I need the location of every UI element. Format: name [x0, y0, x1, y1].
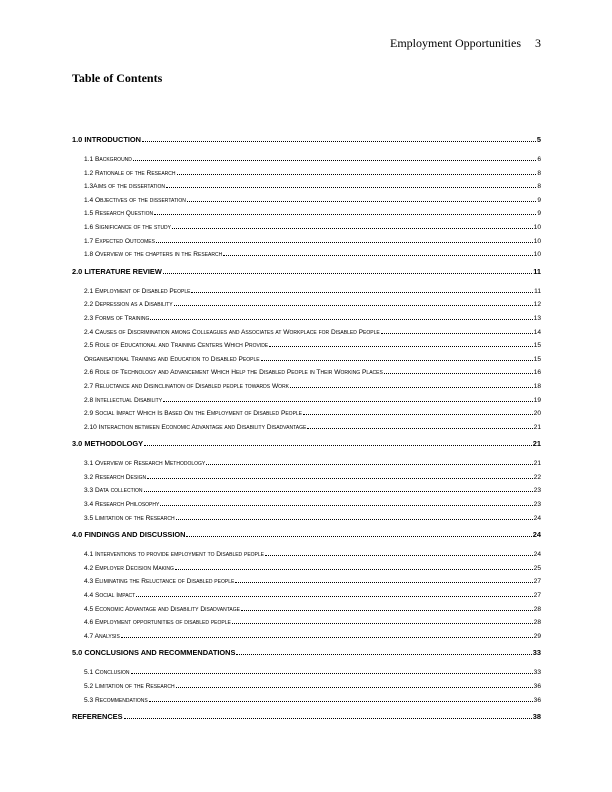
toc-entry-page: 23 — [533, 487, 541, 495]
toc-entry-page: 21 — [533, 460, 541, 468]
dot-leader — [381, 325, 533, 334]
toc-entry-label: 2.0 LITERATURE REVIEW — [72, 266, 162, 276]
dot-leader — [172, 220, 533, 229]
dot-leader — [176, 679, 533, 688]
toc-entry-label: 5.3 Recommendations — [84, 696, 148, 704]
dot-leader — [176, 511, 533, 520]
toc-entry-label: 1.4 Objectives of the dissertation — [84, 196, 186, 204]
toc-subsection-entry[interactable] — [72, 679, 541, 693]
dot-leader — [187, 193, 536, 202]
dot-leader — [265, 547, 533, 556]
toc-subsection-entry[interactable] — [72, 470, 541, 484]
toc-entry-page: 12 — [533, 301, 541, 309]
dot-leader — [166, 179, 536, 188]
toc-entry-label: 4.1 Interventions to provide employment to Disabled people — [84, 551, 265, 559]
toc-entry-label: 2.3 Forms of Training — [84, 314, 150, 322]
toc-subsection-entry[interactable] — [72, 166, 541, 180]
toc-entry-label: 2.5 Role of Educational and Training Centers Which Provide — [84, 342, 269, 350]
toc-entry-page: 15 — [533, 342, 541, 350]
dot-leader — [206, 456, 532, 465]
toc-entry-page: 19 — [533, 396, 541, 404]
dot-leader — [191, 284, 533, 293]
dot-leader — [174, 297, 533, 306]
toc-entry-label: Organisational Training and Education to Disabled People — [84, 355, 260, 363]
dot-leader — [131, 665, 533, 674]
toc-subsection-entry[interactable] — [72, 393, 541, 407]
toc-entry-page: 13 — [533, 314, 541, 322]
toc-entry-label: 4.2 Employer Decision Making — [84, 564, 174, 572]
toc-entry-page: 29 — [533, 632, 541, 640]
toc-subsection-entry[interactable] — [72, 247, 541, 261]
toc-entry-page: 9 — [537, 210, 541, 218]
toc-entry-label: 1.7 Expected Outcomes — [84, 237, 155, 245]
dot-leader — [236, 646, 531, 655]
dot-leader — [147, 470, 533, 479]
toc-subsection-entry[interactable] — [72, 234, 541, 248]
toc-section-entry[interactable] — [72, 265, 541, 277]
toc-entry-label: 2.2 Depression as a Disability — [84, 301, 173, 309]
toc-subsection-entry[interactable] — [72, 602, 541, 616]
toc-entry-label: 4.3 Eliminating the Reluctance of Disabled people — [84, 578, 235, 586]
toc-entry-page: 23 — [533, 501, 541, 509]
toc-subsection-entry[interactable] — [72, 693, 541, 707]
toc-entry-page: 28 — [533, 605, 541, 613]
dot-leader — [163, 393, 533, 402]
toc-subsection-entry[interactable] — [72, 629, 541, 643]
toc-entry-label: 2.10 Interaction between Economic Advantage and Disability Disadvantage — [84, 423, 307, 431]
toc-entry-label: 5.2 Limitation of the Research — [84, 683, 175, 690]
toc-subsection-entry[interactable] — [72, 483, 541, 497]
toc-entry-page: 14 — [533, 328, 541, 336]
toc-entry-page: 10 — [533, 251, 541, 259]
dot-leader — [269, 338, 533, 347]
toc-entry-label: 4.5 Economic Advantage and Disability Disadvantage — [84, 605, 240, 613]
toc-entry-page: 5 — [536, 135, 541, 144]
toc-entry-page: 24 — [533, 514, 541, 522]
toc-entry-label: 3.0 METHODOLOGY — [72, 439, 144, 449]
dot-leader — [144, 483, 533, 492]
toc-subsection-entry[interactable] — [72, 365, 541, 379]
toc-entry-label: 1.6 Significance of the study — [84, 223, 172, 231]
running-header — [390, 36, 541, 51]
toc-subsection-entry[interactable] — [72, 297, 541, 311]
toc-entry-page: 38 — [532, 712, 541, 722]
dot-leader — [149, 693, 533, 702]
dot-leader — [290, 379, 533, 388]
dot-leader — [241, 602, 533, 611]
dot-leader — [121, 629, 533, 638]
dot-leader — [261, 352, 533, 361]
toc-entry-label: 3.1 Overview of Research Methodology — [84, 460, 206, 468]
toc-section — [72, 528, 541, 642]
dot-leader — [150, 311, 532, 320]
toc-entry-page: 11 — [533, 266, 541, 276]
toc-entry-label: 5.0 CONCLUSIONS AND RECOMMENDATIONS — [72, 648, 236, 658]
toc-entry-label: 2.8 Intellectual Disability — [84, 396, 163, 404]
toc-subsection-entry[interactable] — [72, 497, 541, 511]
dot-leader — [186, 528, 531, 537]
toc-entry-page: 9 — [537, 196, 541, 204]
toc-section — [72, 437, 541, 524]
toc-subsection-entry[interactable] — [72, 220, 541, 234]
toc-entry-page: 21 — [533, 423, 541, 431]
toc-subsection-entry[interactable] — [72, 352, 541, 366]
toc-section-entry[interactable] — [72, 646, 541, 658]
toc-subsection-entry[interactable] — [72, 588, 541, 602]
toc-entry-page: 10 — [533, 237, 541, 245]
dot-leader — [307, 420, 532, 429]
toc-entry-label: 2.9 Social Impact Which Is Based On the Employment of Disabled People — [84, 410, 303, 418]
toc-subsection-entry[interactable] — [72, 311, 541, 325]
toc-subsection-entry[interactable] — [72, 665, 541, 679]
dot-leader — [154, 206, 536, 215]
toc-entry-page: 8 — [537, 183, 541, 191]
toc-section-entry[interactable] — [72, 528, 541, 540]
dot-leader — [160, 497, 532, 506]
toc-entry-page: 22 — [533, 473, 541, 481]
page-number: 3 — [535, 36, 541, 50]
toc-entry-label: 1.1 Background — [84, 156, 132, 163]
toc-entry-page: 20 — [533, 410, 541, 418]
dot-leader — [124, 710, 532, 719]
dot-leader — [156, 234, 533, 243]
toc-entry-label: 2.4 Causes of Discrimination among Colleagues and Associates at Workplace for Disabled People — [84, 328, 380, 336]
dot-leader — [175, 561, 533, 570]
toc-entry-label: 3.4 Research Philosophy — [84, 501, 160, 509]
toc-title: Table of Contents — [72, 71, 163, 85]
toc-section-entry[interactable] — [72, 710, 541, 722]
toc-subsection-entry[interactable] — [72, 547, 541, 561]
toc-entry-page: 8 — [537, 169, 541, 177]
dot-leader — [232, 615, 533, 624]
toc-section — [72, 646, 541, 706]
toc-section — [72, 710, 541, 722]
dot-leader — [177, 166, 537, 175]
running-title: Employment Opportunities — [390, 36, 521, 50]
toc-subsection-entry[interactable] — [72, 615, 541, 629]
toc-entry-label: 2.6 Role of Technology and Advancement Which Help the Disabled People in Their Working Places — [84, 369, 383, 377]
toc-subsection-entry[interactable] — [72, 338, 541, 352]
toc-entry-label: 4.6 Employment opportunities of disabled people — [84, 619, 231, 627]
toc-entry-page: 21 — [532, 439, 541, 449]
toc-entry-label: REFERENCES — [72, 712, 123, 722]
toc-entry-page: 25 — [533, 564, 541, 572]
toc-section-entry[interactable] — [72, 437, 541, 449]
toc-subsection-entry[interactable] — [72, 379, 541, 393]
toc-entry-label: 1.2 Rationale of the Research — [84, 169, 176, 177]
table-of-contents — [72, 133, 541, 729]
toc-entry-page: 15 — [533, 355, 541, 363]
toc-subsection-entry[interactable] — [72, 325, 541, 339]
toc-subsection-entry[interactable] — [72, 193, 541, 207]
toc-subsection-entry[interactable] — [72, 420, 541, 434]
dot-leader — [223, 247, 532, 256]
toc-subsection-entry[interactable] — [72, 511, 541, 525]
toc-entry-page: 28 — [533, 619, 541, 627]
toc-entry-page: 18 — [533, 382, 541, 390]
dot-leader — [133, 152, 536, 161]
toc-subsection-entry[interactable] — [72, 574, 541, 588]
toc-subsection-entry[interactable] — [72, 179, 541, 193]
dot-leader — [303, 406, 533, 415]
toc-subsection-entry[interactable] — [72, 284, 541, 298]
toc-entry-label: 3.3 Data collection — [84, 487, 143, 495]
toc-entry-label: 1.5 Research Question — [84, 210, 154, 218]
toc-entry-label: 4.7 Analysis — [84, 632, 120, 640]
toc-entry-label: 4.4 Social Impact — [84, 592, 136, 600]
toc-entry-label: 2.1 Employment of Disabled People — [84, 287, 191, 295]
dot-leader — [384, 365, 533, 374]
dot-leader — [163, 265, 532, 274]
toc-entry-label: 5.1 Conclusion — [84, 669, 130, 677]
toc-entry-page: 27 — [533, 592, 541, 600]
toc-entry-label: 1.8 Overview of the chapters in the Research — [84, 251, 223, 259]
toc-subsection-entry[interactable] — [72, 152, 541, 166]
toc-section — [72, 133, 541, 261]
dot-leader — [142, 133, 536, 142]
toc-entry-page: 10 — [533, 223, 541, 231]
toc-entry-page: 27 — [533, 578, 541, 586]
toc-entry-label: 3.2 Research Design — [84, 473, 147, 481]
toc-subsection-entry[interactable] — [72, 406, 541, 420]
toc-entry-page: 33 — [532, 648, 541, 658]
toc-entry-page: 11 — [534, 287, 541, 295]
toc-entry-page: 24 — [533, 551, 541, 559]
dot-leader — [144, 437, 532, 446]
dot-leader — [136, 588, 532, 597]
toc-entry-label: 1.3Aims of the dissertation — [84, 183, 166, 191]
toc-entry-page: 6 — [537, 156, 541, 163]
toc-entry-page: 36 — [533, 683, 541, 690]
toc-entry-label: 1.0 INTRODUCTION — [72, 135, 141, 144]
toc-subsection-entry[interactable] — [72, 456, 541, 470]
toc-entry-page: 33 — [533, 669, 541, 677]
toc-entry-page: 36 — [533, 696, 541, 704]
toc-subsection-entry[interactable] — [72, 206, 541, 220]
toc-section — [72, 265, 541, 434]
toc-entry-page: 24 — [532, 530, 541, 540]
toc-entry-label: 3.5 Limitation of the Research — [84, 514, 175, 522]
toc-entry-page: 16 — [533, 369, 541, 377]
toc-entry-label: 4.0 FINDINGS AND DISCUSSION — [72, 530, 186, 540]
dot-leader — [235, 574, 532, 583]
toc-entry-label: 2.7 Reluctance and Disinclination of Disabled people towards Work — [84, 382, 290, 390]
toc-subsection-entry[interactable] — [72, 561, 541, 575]
toc-section-entry[interactable] — [72, 133, 541, 145]
